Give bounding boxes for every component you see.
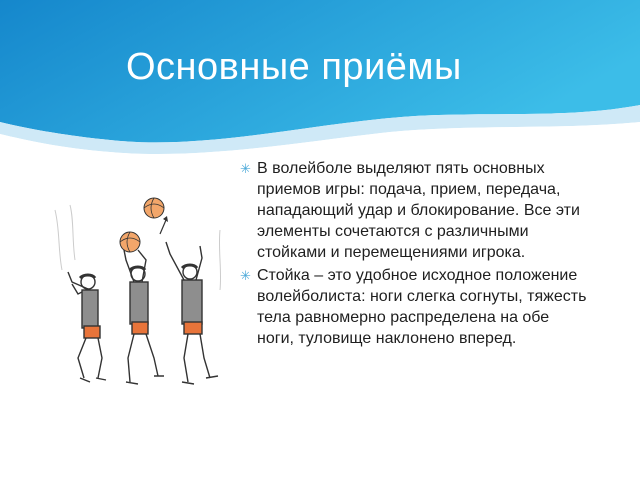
volleyball-icon (144, 198, 164, 218)
player-figure (68, 272, 106, 382)
volleyball-icon (120, 232, 140, 252)
bullet-text: В волейболе выделяют пять основных приемов игры: подача, прием, передача, нападающий удар и блокирование. Все эти элементы сочетаются с различными стойками и перемещениями игрока. (257, 160, 580, 261)
asterisk-bullet-icon: ✳ (240, 268, 251, 283)
asterisk-bullet-icon: ✳ (240, 161, 251, 176)
bullet-item (240, 265, 590, 349)
bullet-item (240, 158, 590, 263)
slide-title: Основные приёмы (126, 46, 462, 88)
player-figure (166, 242, 218, 384)
player-figure (124, 250, 164, 384)
bullet-list (240, 158, 590, 351)
bullet-text: Стойка – это удобное исходное положение волейболиста: ноги слегка согнуты, тяжесть тела равномерно распределена на обе ноги, туловище наклонено вперед. (257, 267, 587, 347)
volleyball-players-illustration (50, 190, 230, 400)
